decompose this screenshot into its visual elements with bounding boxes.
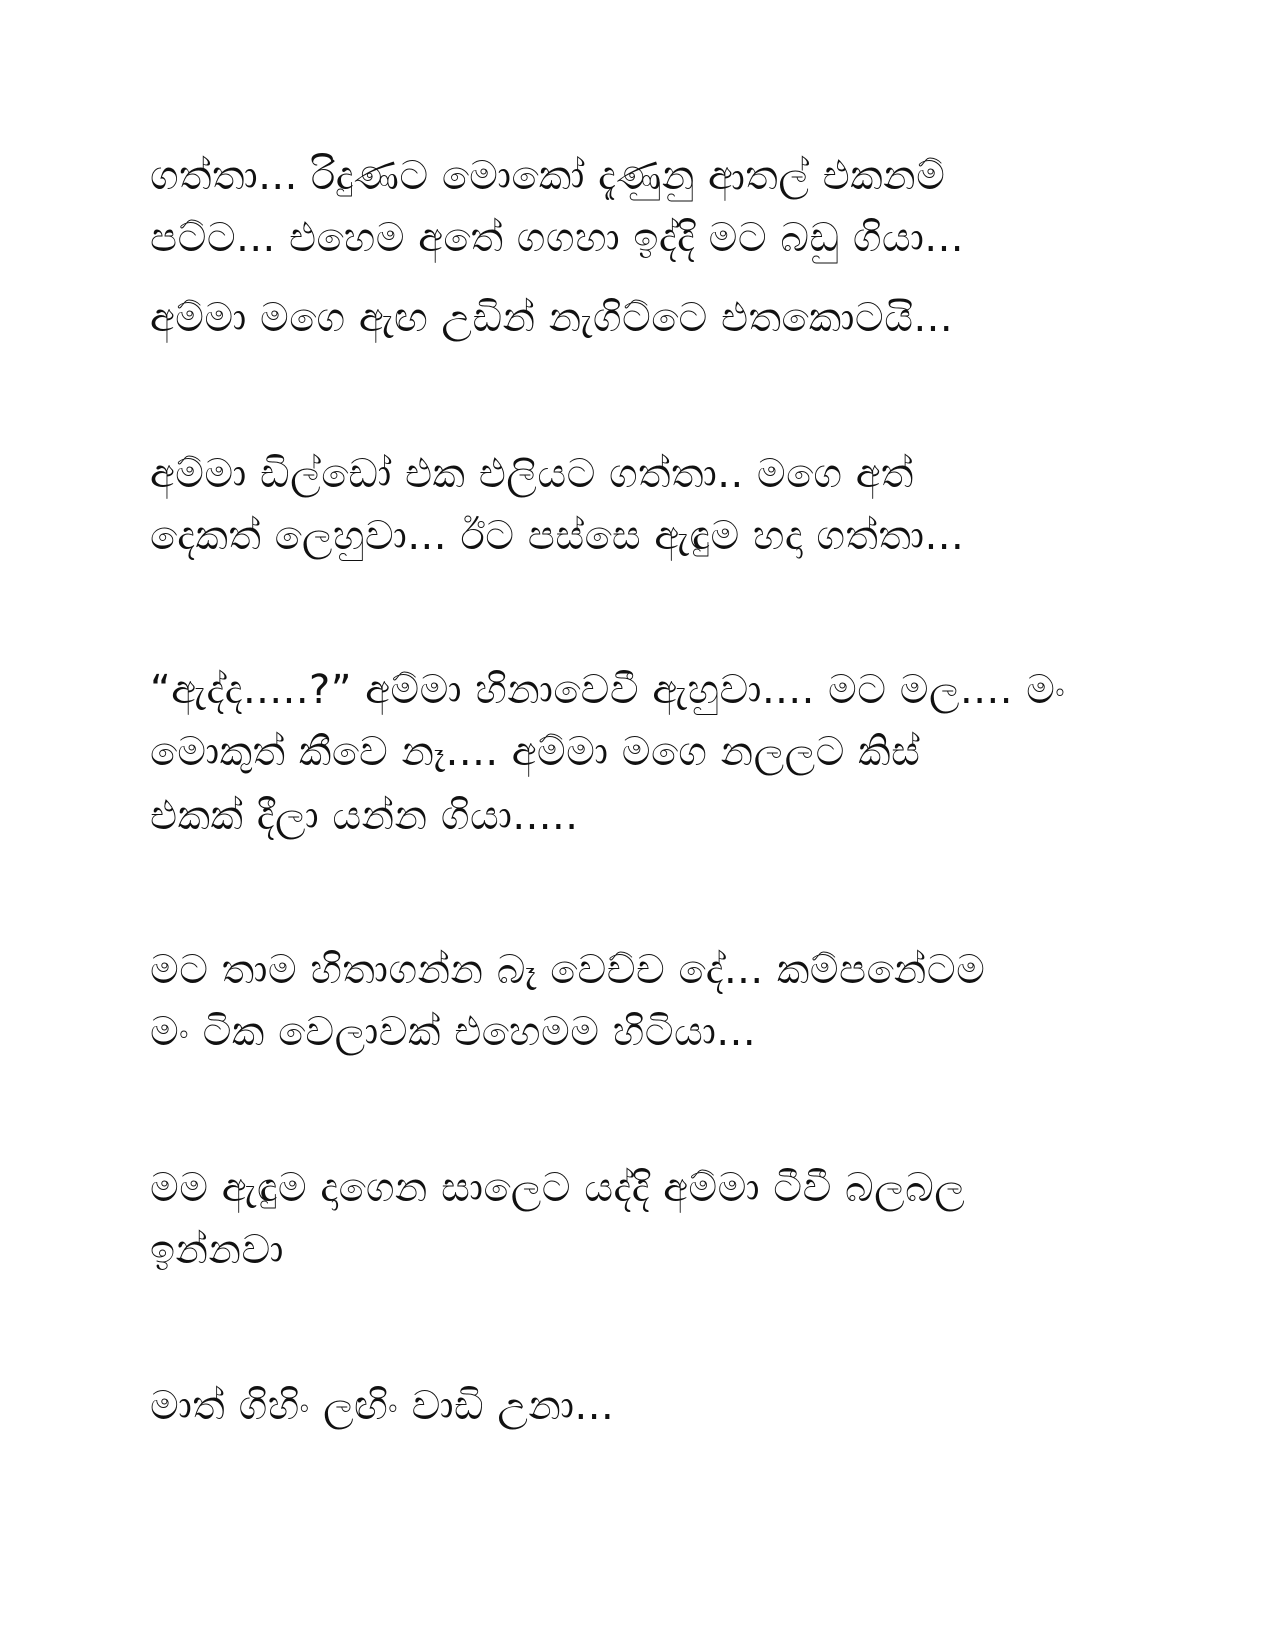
text-line: මාත් ගිහිං ලඟිං වාඩි උනා...	[150, 1383, 615, 1429]
text-line: එකක් දීලා යන්න ගියා.....	[150, 793, 579, 839]
text-line: දෙකත් ලෙහුවා... ඊට පස්සෙ ඇඳුම හදා ගත්තා...	[150, 513, 965, 559]
text-line: පට්ට... එහෙම අතේ ගගහා ඉද්දි මට බඩු ගියා...	[150, 215, 964, 261]
text-line: අම්මා මගෙ ඇඟ උඩින් නැගිට්ටෙ එතකොටයි...	[150, 295, 954, 341]
text-line: මම ඇඳුම දාගෙන සාලෙට යද්දි අම්මා ටීවී බලබල	[150, 1165, 966, 1211]
text-line: අම්මා ඩිල්ඩෝ එක එලියට ගත්තා.. මගෙ අත්	[150, 451, 914, 497]
text-line: මොකුත් කීවෙ නෑ.... අම්මා මගෙ නලලට කිස්	[150, 729, 921, 775]
text-line: මං ටික වෙලාවක් එහෙමම හිටියා...	[150, 1009, 757, 1055]
text-line: ඉන්නවා	[150, 1227, 284, 1273]
text-line: “ඇද්ද.....?” අම්මා හිනාවෙවී ඇහුවා.... මට මල.... මං	[150, 667, 1066, 713]
text-line: මට තාම හිතාගන්න බෑ වෙච්ච දේ... කම්පනේටම	[150, 947, 986, 993]
text-line: ගත්තා... රිදුණට මොකෝ දැණුනු ආතල් එකනම්	[150, 153, 946, 199]
